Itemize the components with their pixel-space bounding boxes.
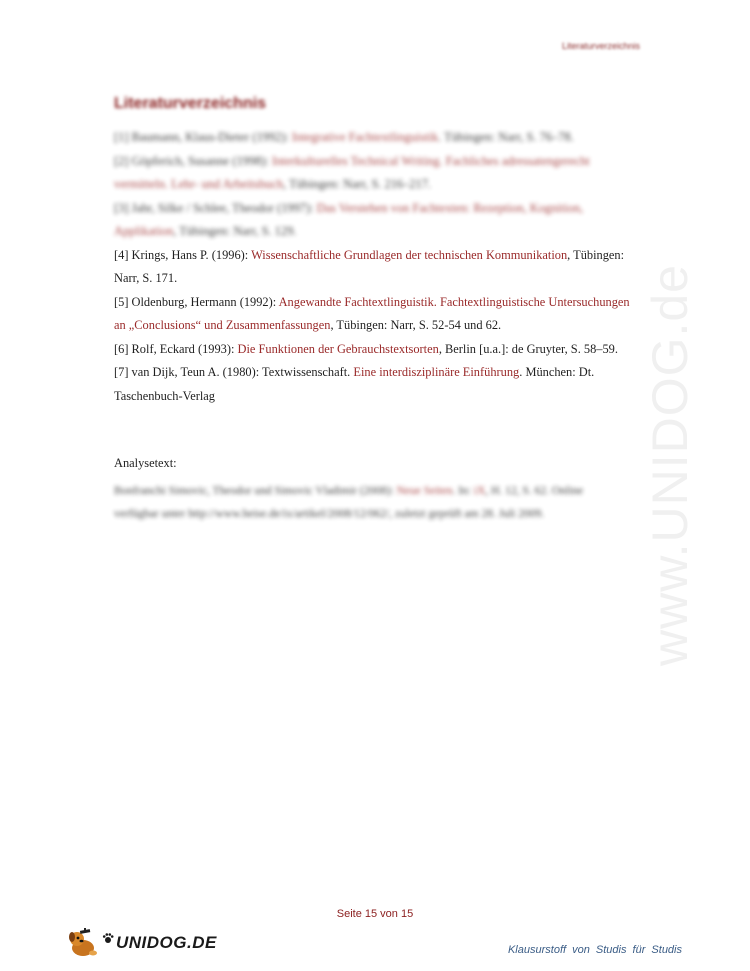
reference-text: , Berlin [u.a.]: de Gruyter, S. 58–59. bbox=[438, 341, 618, 356]
reference-text: [2] Göpferich, Susanne (1998): bbox=[114, 153, 272, 168]
reference-text: , Tübingen: Narr, S. 52-54 und 62. bbox=[330, 318, 502, 332]
page-number: Seite 15 von 15 bbox=[336, 908, 414, 920]
reference-text: , Tübingen: Narr, S. 216–217. bbox=[283, 177, 431, 191]
reference-text: [1] Baumann, Klaus-Dieter (1992): bbox=[114, 130, 292, 144]
running-header: Literaturverzeichnis bbox=[561, 41, 640, 51]
reference-item bbox=[114, 126, 638, 150]
unidog-logo bbox=[66, 928, 217, 958]
reference-item bbox=[114, 244, 638, 291]
reference-text: [6] Rolf, Eckard (1993): bbox=[114, 341, 238, 356]
reference-item bbox=[114, 150, 638, 197]
reference-text: . Tübingen: Narr, S. 76–78. bbox=[438, 130, 574, 144]
paw-icon bbox=[102, 932, 114, 944]
page-title: Literaturverzeichnis bbox=[114, 95, 267, 112]
reference-list bbox=[114, 126, 638, 408]
analyse-text: , H. 12, S. 62. Online verfügbar unter http://www.heise.de/ix/artikel/2008/12/062/, zuletzt geprüft am 28. Juli 2009. bbox=[114, 485, 584, 520]
watermark bbox=[600, 255, 740, 675]
reference-title: Integrative Fachtextlinguistik bbox=[291, 130, 439, 144]
reference-text: [4] Krings, Hans P. (1996): bbox=[114, 247, 252, 262]
reference-title: Das Verstehen von Fachtexten: Rezeption, Kognition, Applikation bbox=[114, 200, 584, 238]
reference-title: Eine interdisziplinäre Einführung bbox=[353, 365, 520, 379]
reference-item bbox=[114, 338, 638, 362]
reference-title: Wissenschaftliche Grundlagen der technischen Kommunikation bbox=[251, 247, 568, 262]
reference-text: [3] Jahr, Silke / Schlee, Theodor (1997): bbox=[114, 200, 317, 215]
reference-item bbox=[114, 291, 638, 338]
analyse-title: Neue Seiten bbox=[396, 485, 453, 497]
reference-text: , Tübingen: Narr, S. 171. bbox=[114, 247, 625, 285]
analyse-label: Analysetext: bbox=[114, 456, 177, 470]
footer-tagline: Klausurstoff von Studis für Studis bbox=[507, 944, 682, 956]
reference-text: , Tübingen: Narr, S. 129. bbox=[173, 224, 297, 238]
reference-text: [7] van Dijk, Teun A. (1980): Textwissenschaft. bbox=[114, 365, 354, 379]
watermark-text: www.UNIDOG.de bbox=[642, 264, 698, 666]
reference-title: Interkulturelles Technical Writing. Fachliches adressatengerecht vermitteln. Lehr- und Arbeitsbuch bbox=[114, 153, 590, 191]
dog-mascot-icon bbox=[66, 928, 100, 958]
analyse-text: Bonfranchi Simovic, Theodor und Simovic Vladimir (2008): bbox=[114, 485, 397, 497]
reference-title: Angewandte Fachtextlinguistik. Fachtextlinguistische Untersuchungen an „Conclusions“ und Zusammenfassungen bbox=[114, 294, 630, 332]
reference-item bbox=[114, 197, 638, 244]
analyse-source bbox=[114, 480, 614, 526]
logo-text: UNIDOG.DE bbox=[116, 933, 217, 952]
reference-item bbox=[114, 361, 638, 408]
analyse-journal: iX bbox=[473, 485, 486, 497]
analyse-text: . In: bbox=[452, 485, 474, 497]
reference-title: Die Funktionen der Gebrauchstextsorten bbox=[237, 341, 439, 356]
reference-text: [5] Oldenburg, Hermann (1992): bbox=[114, 294, 279, 309]
reference-text: . München: Dt. Taschenbuch-Verlag bbox=[114, 365, 595, 403]
